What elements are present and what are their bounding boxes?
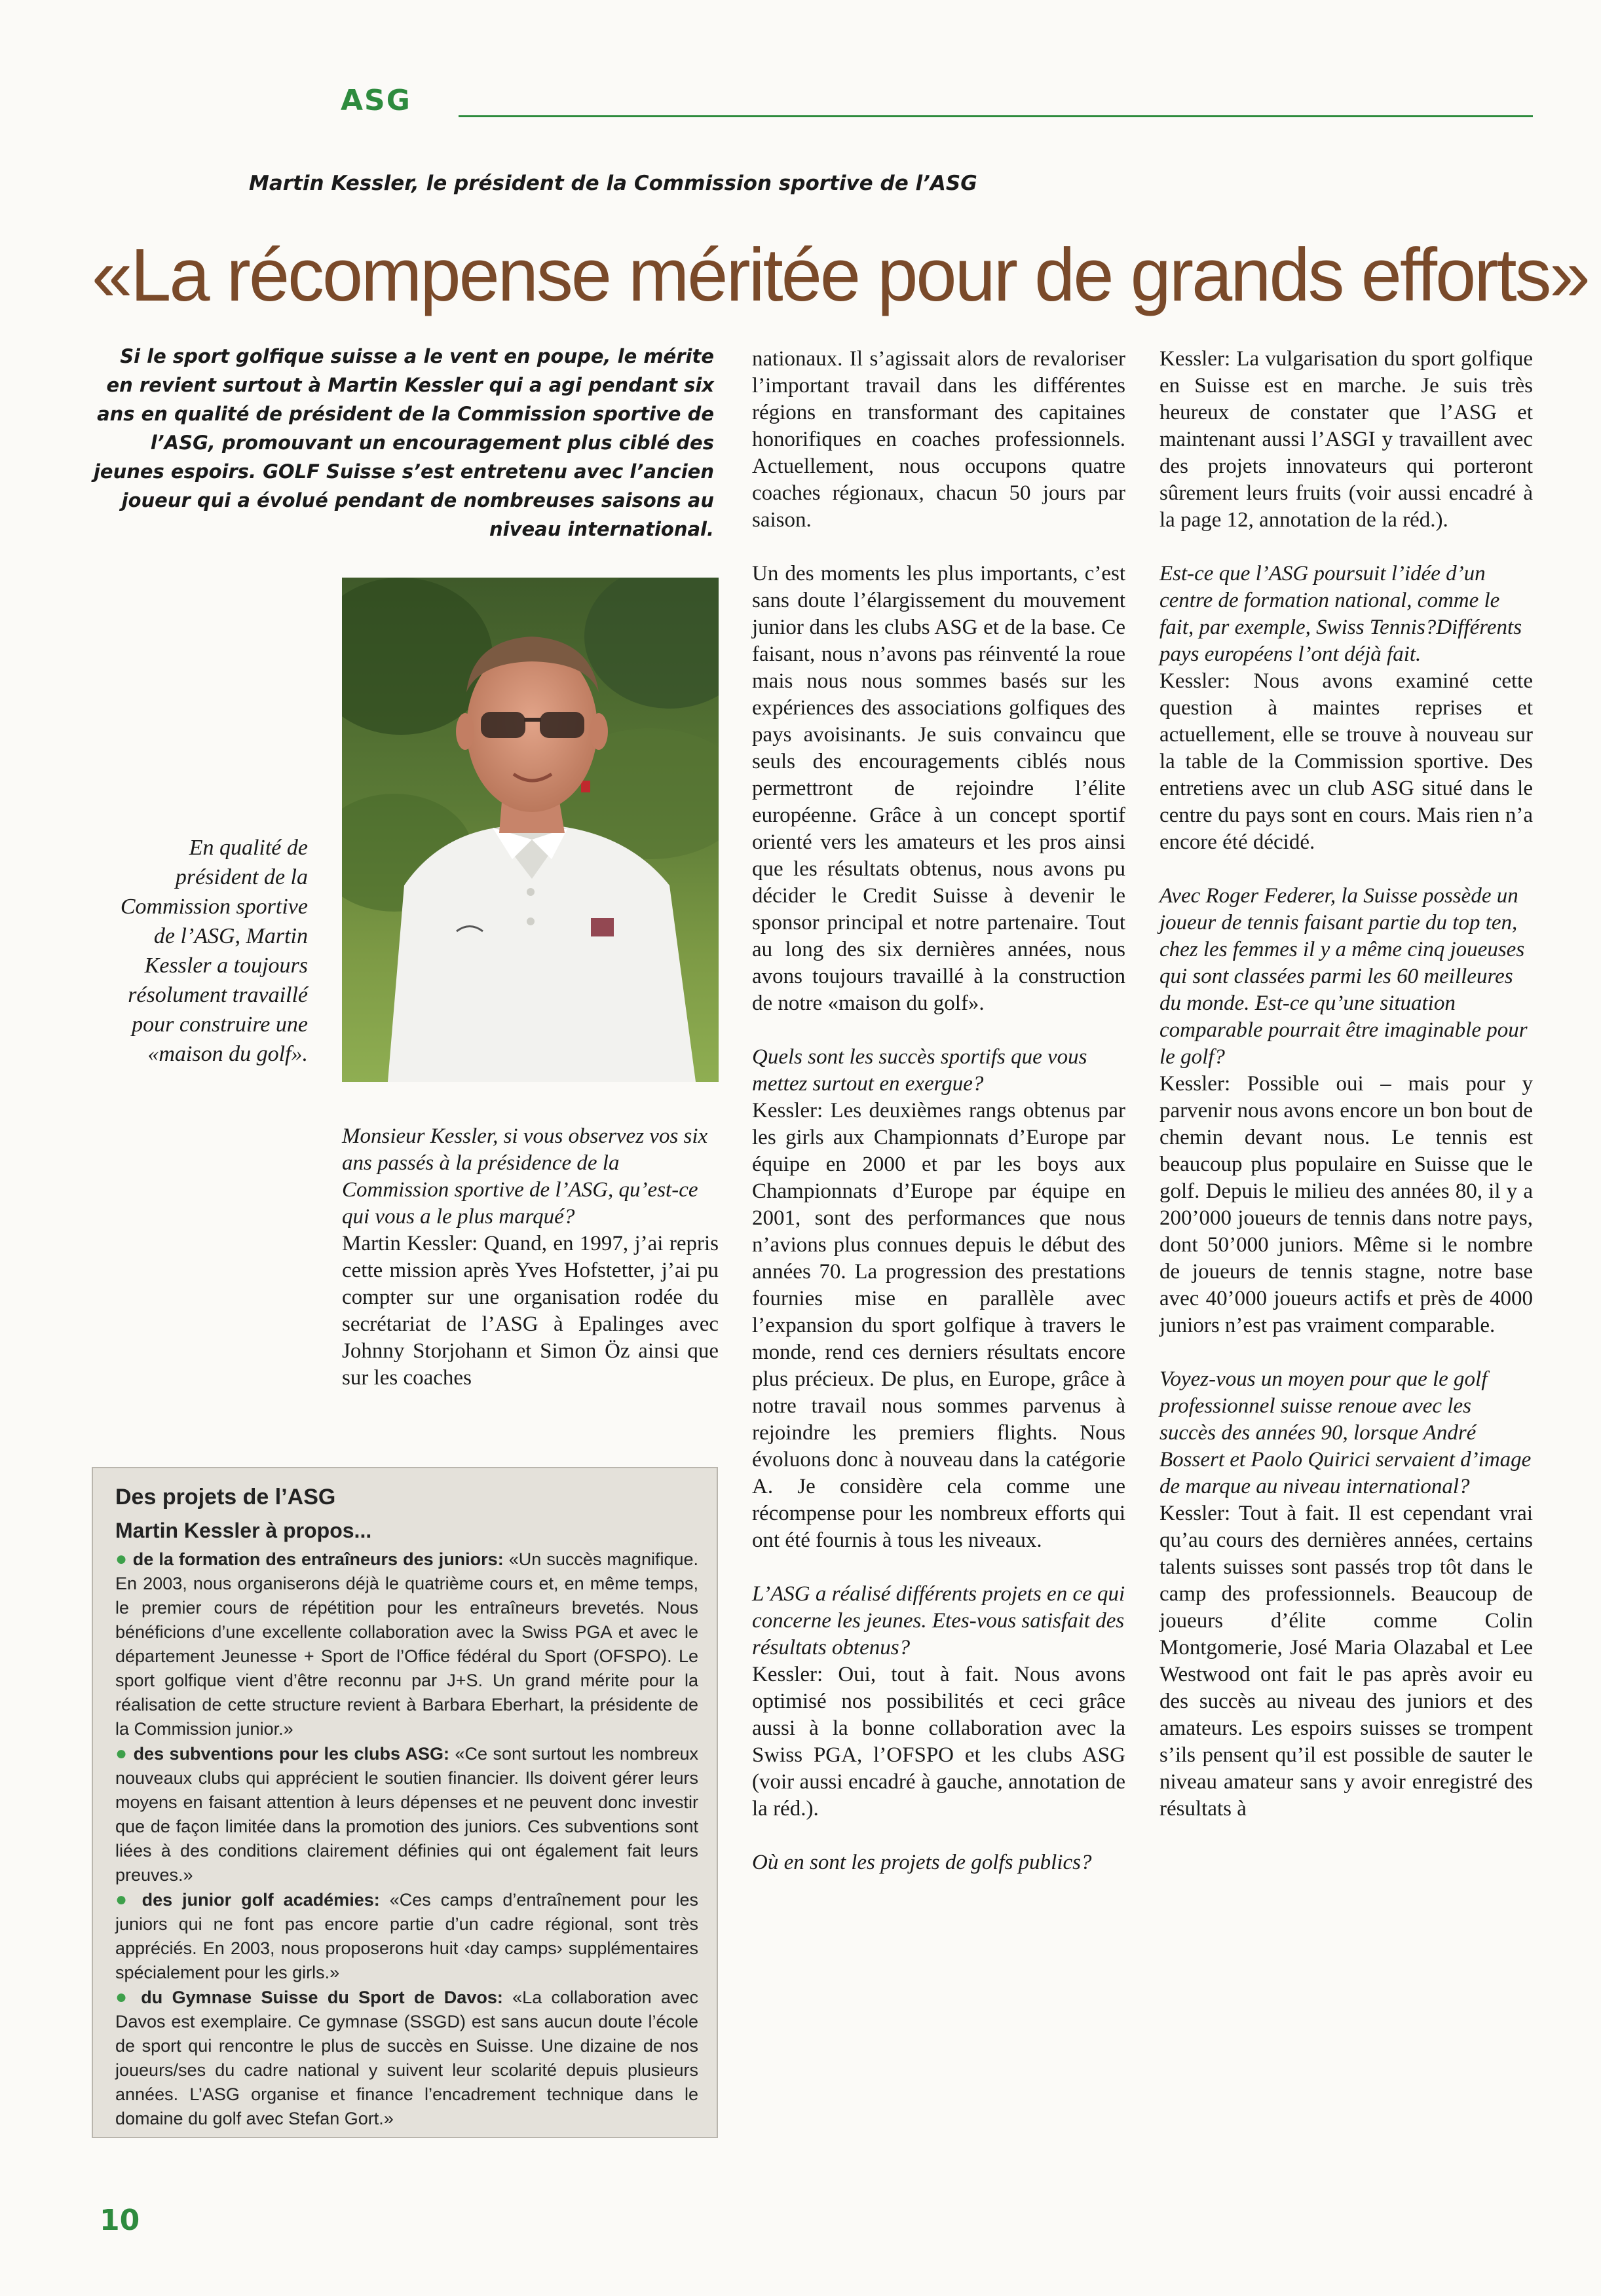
column-2 xyxy=(752,346,1125,1876)
question-2: Quels sont les succès sportifs que vous mettez surtout en exergue? xyxy=(752,1045,1087,1096)
answer-2 xyxy=(752,1098,1125,1554)
bullet-icon: ● xyxy=(115,1889,132,1910)
answer-text: Nous avons examiné cette question à maintes reprises et actuellement, elle se trouve à nouveau sur la table de la Commission sportive. Des entretiens avec un club ASG situé dans le centre du pays sont en cours. Mais rien n’a encore été décidé. xyxy=(1159,669,1533,854)
question-4: Où en sont les projets de golfs publics? xyxy=(752,1851,1092,1874)
answer-text: Possible oui – mais pour y parvenir nous avons encore un bon bout de chemin devant nous. Le tennis est beaucoup plus populaire en Suisse que le golf. Depuis le milieu des années 80, il y a 200’000 joueurs de tennis dans notre pays, dont 50’000 juniors. Même si le nombre de joueurs de tennis stagne, notre base avec 40’000 joueurs actifs et près de 4000 juniors n’est pas vraiment comparable. xyxy=(1159,1072,1533,1337)
box-item xyxy=(115,1741,698,1887)
box-item xyxy=(115,1985,698,2131)
answer-text: Les deuxièmes rangs obtenus par les girls aux Championnats d’Europe par équipe en 2000 et par les boys aux Championnats d’Europe par équipe en 2001, sont des performances que nous n’avions plus connues depuis le début des années 70. La progression des prestations fournies mise en parallèle avec l’expansion du sport golfique à travers le monde, rend ces derniers résultats encore plus précieux. De plus, en Europe, grâce à notre travail nous sommes parvenus à rejoindre les premiers flights. Nous évoluons donc à nouveau dans la catégorie A. Je considère cela comme une récompense pour les nombreux efforts qui ont été fournis à tous les niveaux. xyxy=(752,1099,1125,1552)
box-item-label: de la formation des entraîneurs des juniors: xyxy=(132,1549,504,1569)
answer-4 xyxy=(1159,346,1533,534)
speaker-label: Kessler: xyxy=(1159,669,1231,693)
page-number: 10 xyxy=(100,2204,140,2237)
portrait-photo xyxy=(342,578,719,1082)
speaker-label: Kessler: xyxy=(752,1663,823,1686)
column-1 xyxy=(342,1123,719,1418)
section-label: ASG xyxy=(341,84,411,117)
answer-1 xyxy=(342,1231,719,1392)
speaker-label: Martin Kessler: xyxy=(342,1232,478,1255)
answer-text: Tout à fait. Il est cependant vrai qu’au cours des dernières années, certains talents suisses sont passés trop tôt dans le camp des professionnels. Beaucoup de joueurs d’élite comme Colin Montgomerie, José Maria Olazabal et Lee Westwood ont fait le pas après avoir eu des succès au niveau des juniors et des amateurs. Les espoirs suisses se trompent s’ils pensent qu’il est possible de sauter le niveau amateur sans y avoir enregistré des résultats à xyxy=(1159,1502,1533,1821)
speaker-label: Kessler: xyxy=(1159,1502,1231,1525)
speaker-label: Kessler: xyxy=(1159,1072,1231,1096)
question-6: Avec Roger Federer, la Suisse possède un joueur de tennis faisant partie du top ten, chez les femmes il y a même cinq joueuses qui sont classées parmi les 60 meilleures du monde. Est-ce qu’une situation comparable pourrait être imaginable pour le golf? xyxy=(1159,884,1528,1069)
box-subtitle: Martin Kessler à propos... xyxy=(115,1519,372,1542)
question-1: Monsieur Kessler, si vous observez vos six ans passés à la présidence de la Commission sportive de l’ASG, qu’est-ce qui vous a le plus marqué? xyxy=(342,1124,708,1229)
answer-text: Oui, tout à fait. Nous avons optimisé nos possibilités et ceci grâce aussi à la bonne collaboration avec la Swiss PGA, l’OFSPO et les clubs ASG (voir aussi encadré à gauche, annotation de la réd.). xyxy=(752,1663,1125,1821)
header-rule xyxy=(459,115,1533,117)
box-item xyxy=(115,1887,698,1985)
box-item-text: «La collaboration avec Davos est exemplaire. Ce gymnase (SSGD) est sans aucun doute l’école de sport qui rencontre le plus de succès en Suisse. Une dizaine de nos joueurs/ses du cadre national y suivent leur scolarité depuis plusieurs années. L’ASG organise et finance l’encadrement technique dans le domaine du golf avec Stefan Gort.» xyxy=(115,1988,698,2128)
photo-caption: En qualité de président de la Commission sportive de l’ASG, Martin Kessler a toujours résolument travaillé pour construire une «maison du golf». xyxy=(120,836,308,1066)
paragraph: nationaux. Il s’agissait alors de revaloriser l’important travail dans les différentes régions en transformant des capitaines honorifiques en coaches professionnels. Actuellement, nous occupons quatre coaches régionaux, chacun 50 jours par saison. xyxy=(752,347,1125,532)
answer-text: La vulgarisation du sport golfique en Suisse est en marche. Je suis très heureux de constater que l’ASG et maintenant aussi l’ASGI y travaillent avec des projets innovateurs qui porteront sûrement leurs fruits (voir aussi encadré à la page 12, annotation de la réd.). xyxy=(1159,347,1533,532)
question-7: Voyez-vous un moyen pour que le golf professionnel suisse renoue avec les succès des années 90, lorsque André Bossert et Paolo Quirici servaient d’image de marque au niveau international? xyxy=(1159,1367,1532,1498)
answer-6 xyxy=(1159,1071,1533,1339)
box-item xyxy=(115,1547,698,1741)
answer-3 xyxy=(752,1661,1125,1823)
column-3 xyxy=(1159,346,1533,1849)
bullet-icon: ● xyxy=(115,1548,128,1570)
box-item-text: «Un succès magnifique. En 2003, nous organiserons déjà le quatrième cours et, en même temps, le premier cours de répétition pour les entraîneurs brevetés. Nous bénéficions d’une excellente collaboration avec la Swiss PGA et avec le département Jeunesse + Sport de l’Office fédéral du Sport (OFSPO). Le sport golfique vient d’être reconnu par J+S. Un grand mérite pour la réalisation de cette structure revient à Barbara Eberhart, la présidente de la Commission junior.» xyxy=(115,1549,699,1739)
box-item-text: «Ces camps d’entraînement pour les juniors qui ne font pas encore partie d’un cadre régional, sont très appréciés. En 2003, nous proposerons huit ‹day camps› supplémentaires spécialement pour les girls.» xyxy=(115,1890,698,1982)
box-item-label: des subventions pour les clubs ASG: xyxy=(133,1744,449,1764)
sidebar-box xyxy=(92,1467,718,2138)
headline: «La récompense méritée pour de grands efforts» xyxy=(92,234,1589,317)
kicker: Martin Kessler, le président de la Commission sportive de l’ASG xyxy=(249,172,977,195)
question-3: L’ASG a réalisé différents projets en ce qui concerne les jeunes. Etes-vous satisfait des résultats obtenus? xyxy=(752,1582,1125,1659)
box-title: Des projets de l’ASG xyxy=(115,1485,336,1509)
bullet-icon: ● xyxy=(115,1986,132,2008)
lead-paragraph: Si le sport golfique suisse a le vent en poupe, le mérite en revient surtout à Martin Kessler qui a agi pendant six ans en qualité de président de la Commission sportive de l’ASG, promouvant un encouragement plus ciblé des jeunes espoirs. GOLF Suisse s’est entretenu avec l’ancien joueur qui a évolué pendant de nombreuses saisons au niveau international. xyxy=(93,345,714,540)
speaker-label: Kessler: xyxy=(752,1099,823,1122)
speaker-label: Kessler: xyxy=(1159,347,1231,371)
box-item-label: des junior golf académies: xyxy=(141,1890,380,1910)
paragraph: Un des moments les plus importants, c’est sans doute l’élargissement du mouvement junior dans les clubs ASG et de la base. Ce faisant, nous n’avons pas réinventé la roue mais nous nous sommes basés sur les expériences des associations golfiques des pays avoisinants. Je suis convaincu que seuls des encouragements ciblés nous permettront de rejoindre l’élite européenne. Grâce à un concept sportif orienté vers les amateurs et les pros ainsi que les résultats obtenus, nous avons pu décider le Credit Suisse à devenir le sponsor principal et notre partenaire. Tout au long des six dernières années, nous avons toujours travaillé à la construction de notre «maison du golf». xyxy=(752,562,1125,1015)
answer-5 xyxy=(1159,668,1533,856)
question-5: Est-ce que l’ASG poursuit l’idée d’un centre de formation national, comme le fait, par exemple, Swiss Tennis?Différents pays européens l’ont déjà fait. xyxy=(1159,562,1522,666)
box-item-label: du Gymnase Suisse du Sport de Davos: xyxy=(141,1988,503,2007)
box-item-text: «Ce sont surtout les nombreux nouveaux clubs qui apprécient le soutien financier. Ils doivent gérer leurs moyens en faisant attention à leurs dépenses et ne peuvent donc investir que de façon limitée dans la promotion des juniors. Ces subventions sont liées à des conditions clairement définies qui ont également fait leurs preuves.» xyxy=(115,1744,698,1885)
answer-text: Quand, en 1997, j’ai repris cette mission après Yves Hofstetter, j’ai pu compter sur une organisation rodée du secrétariat de l’ASG à Epalinges avec Johnny Storjohann et Simon Öz ainsi que sur les coaches xyxy=(342,1232,719,1390)
bullet-icon: ● xyxy=(115,1743,128,1764)
answer-7 xyxy=(1159,1500,1533,1823)
